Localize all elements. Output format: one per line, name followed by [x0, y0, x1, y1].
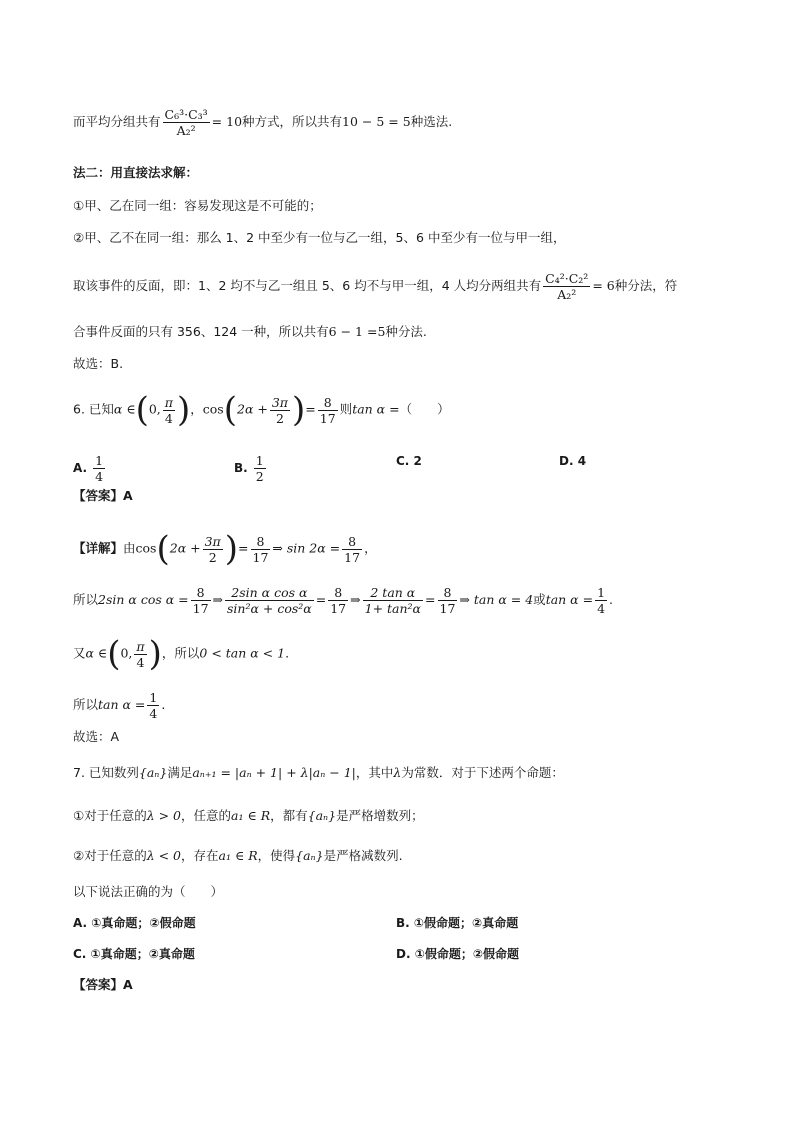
text: ，其中 — [355, 765, 394, 780]
answer-7 — [73, 975, 133, 995]
option-c: C. 2 — [396, 454, 422, 468]
fraction-denominator: 4 — [136, 654, 145, 670]
text: ①对于任意的 — [73, 808, 147, 823]
math: = — [315, 592, 327, 607]
fraction-denominator: 1+ tan²α — [364, 601, 422, 616]
text: 则 — [339, 401, 353, 417]
answer-value: A — [123, 488, 133, 503]
fraction-numerator: 8 — [342, 534, 362, 550]
answer-label: 【答案】 — [73, 488, 124, 503]
option-d: D. ①假命题；②假命题 — [396, 947, 520, 961]
bracket: ) — [177, 390, 191, 430]
text: ，使得 — [257, 848, 296, 863]
math: 2sin α cos α = — [98, 592, 189, 607]
math: a₁ ∈ R — [218, 848, 258, 863]
text: 而平均分组共有 — [73, 114, 161, 129]
fraction-denominator: 4 — [597, 601, 606, 616]
text: 为常数．对于下述两个命题： — [401, 765, 564, 780]
fraction — [93, 453, 105, 484]
fraction-denominator: 4 — [164, 410, 173, 426]
proposition-2 — [73, 846, 403, 866]
fraction-numerator: C₄²·C₂² — [545, 271, 589, 286]
text: ，存在 — [181, 848, 219, 863]
fraction — [595, 585, 607, 616]
answer-6 — [73, 486, 133, 506]
answer-blank: （ ） — [399, 401, 450, 417]
section-heading: 法二：用直接法求解： — [73, 165, 199, 180]
fraction-denominator: 4 — [149, 706, 158, 721]
fraction-numerator: 1 — [255, 453, 264, 468]
fraction — [203, 534, 223, 565]
option-label: B. — [234, 461, 248, 475]
option-b — [234, 453, 268, 484]
text: ， — [190, 401, 203, 417]
fraction-numerator: 8 — [438, 585, 458, 601]
math: {aₙ} — [138, 765, 168, 780]
text: ，任意的 — [181, 808, 232, 823]
option-a: A. ①真命题；②假命题 — [73, 916, 196, 930]
answer-label: 【答案】 — [73, 977, 124, 992]
math: = — [425, 592, 436, 607]
fraction-numerator: C₆³·C₃³ — [164, 107, 208, 122]
math: α ∈ — [85, 645, 108, 661]
fraction — [328, 585, 348, 616]
fraction — [270, 395, 290, 426]
fraction — [134, 639, 146, 670]
fraction-denominator: 17 — [439, 601, 456, 616]
math: 10 − 5 = 5 — [342, 114, 411, 129]
fraction — [363, 585, 423, 616]
math: 0, — [148, 401, 161, 417]
math: a₁ ∈ R — [231, 808, 271, 823]
text: 又 — [73, 645, 86, 661]
fraction-numerator: 1 — [149, 690, 158, 705]
math: 2α + — [169, 540, 201, 556]
fraction-denominator: sin²α + cos²α — [227, 601, 312, 616]
text: 种分法. — [385, 324, 427, 339]
text: 是严格减数列. — [323, 848, 403, 863]
math: aₙ₊₁ = |aₙ + 1| + λ|aₙ − 1| — [192, 765, 356, 780]
text: 所以 — [73, 592, 99, 607]
text: ， — [364, 540, 377, 556]
solution-line-4 — [73, 690, 165, 721]
option-c: C. ①真命题；②真命题 — [73, 947, 195, 961]
text: . — [285, 645, 290, 661]
fraction-numerator: π — [164, 394, 173, 410]
math: 2α + — [237, 401, 268, 417]
fraction — [191, 585, 211, 616]
fraction — [318, 395, 338, 426]
text: 种分法，符 — [614, 278, 678, 293]
fraction-numerator: 8 — [251, 534, 271, 550]
option-d: D. 4 — [559, 454, 587, 468]
fraction-numerator: 8 — [191, 585, 211, 601]
math: cos — [202, 401, 224, 417]
text: 种选法. — [410, 114, 453, 129]
text: 是严格增数列； — [336, 808, 424, 823]
answer-value: A — [123, 977, 133, 992]
option-label: A. — [73, 461, 88, 475]
math: 0, — [120, 645, 133, 661]
fraction — [163, 107, 210, 138]
fraction-denominator: 17 — [252, 549, 269, 565]
text: . — [161, 697, 166, 712]
fraction-denominator: 2 — [208, 549, 217, 565]
math: ⇒ tan α = 4 — [459, 592, 534, 607]
math: α ∈ — [113, 401, 136, 417]
solution-line-3: 又α ∈(0, $\frac{\pi}{4}$ )，所以0 < tan α < 1. — [73, 634, 290, 674]
text-line: 故选：A — [73, 729, 120, 744]
fraction-denominator: A₂² — [557, 287, 577, 302]
text: 或 — [533, 592, 546, 607]
fraction-numerator: 1 — [95, 453, 104, 468]
math: ⇒ sin 2α = — [272, 540, 341, 556]
text-line: ②甲、乙不在同一组：那么 1、2 中至少有一位与乙一组，5、6 中至少有一位与甲一组， — [73, 230, 566, 245]
math: ⇒ — [212, 592, 224, 607]
text: 种方式，所以共有 — [242, 114, 343, 129]
math: {aₙ} — [295, 848, 324, 863]
question-number: 6. 已知 — [73, 401, 114, 417]
question-6: 6. 已知α ∈(0, $\frac{\pi}{4}$ )，cos(2α + $\frac{3\pi}{2}$ )= $\frac{8}{17}$ 则tan α =（ ） — [73, 390, 450, 430]
fraction — [342, 534, 362, 565]
fraction — [225, 585, 314, 616]
math: ⇒ — [350, 592, 361, 607]
question-prompt: 以下说法正确的为（ ） — [73, 884, 224, 899]
solution-label: 【详解】 — [73, 540, 124, 556]
fraction — [251, 534, 271, 565]
bracket: ( — [135, 390, 149, 430]
fraction — [147, 690, 159, 721]
fraction-numerator: 8 — [328, 585, 348, 601]
fraction-numerator: 3π — [271, 394, 289, 410]
fraction — [543, 271, 590, 302]
fraction-numerator: π — [136, 638, 145, 654]
fraction — [163, 395, 175, 426]
math: 6 − 1 =5 — [328, 324, 386, 339]
fraction-numerator: 2sin α cos α — [225, 585, 314, 601]
text-line — [73, 322, 427, 342]
math: λ — [393, 765, 402, 780]
fraction-denominator: 2 — [255, 469, 264, 484]
solution-line-1: 【详解】由cos(2α + $\frac{3\pi}{2}$ )= $\frac{8}{17}$ ⇒ sin 2α = $\frac{8}{17}$ ， — [73, 529, 377, 569]
text: 由 — [123, 540, 136, 556]
text: 取该事件的反面，即：1、2 均不与乙一组且 5、6 均不与甲一组，4 人均分两组共有 — [73, 278, 542, 293]
math: tan α = — [352, 401, 400, 417]
fraction-denominator: 4 — [95, 469, 104, 484]
text: ，都有 — [270, 808, 308, 823]
math: λ < 0 — [146, 848, 182, 863]
option-a — [73, 453, 107, 484]
fraction-denominator: 17 — [319, 410, 336, 426]
text-line — [73, 271, 677, 302]
math: = 10 — [211, 114, 243, 129]
question-7 — [73, 763, 564, 783]
text: ，所以 — [161, 645, 200, 661]
text: . — [609, 592, 614, 607]
text: 满足 — [167, 765, 193, 780]
math: {aₙ} — [307, 808, 337, 823]
fraction-numerator: 8 — [318, 395, 338, 411]
math: = — [305, 401, 316, 417]
text-line: 故选：B. — [73, 356, 124, 371]
fraction-denominator: A₂² — [176, 123, 196, 138]
math: cos — [135, 540, 157, 556]
text: 合事件反面的只有 356、124 一种，所以共有 — [73, 324, 329, 339]
fraction-denominator: 17 — [344, 549, 361, 565]
fraction-denominator: 17 — [192, 601, 209, 616]
text: 所以 — [73, 697, 99, 712]
option-b: B. ①假命题；②真命题 — [396, 916, 519, 930]
fraction-numerator: 3π — [204, 533, 221, 549]
fraction — [254, 453, 266, 484]
math: = — [238, 540, 249, 556]
fraction-numerator: 2 tan α — [363, 585, 423, 601]
text-line: ①甲、乙在同一组：容易发现这是不可能的； — [73, 198, 322, 213]
solution-line-2 — [73, 585, 613, 616]
fraction-denominator: 17 — [330, 601, 347, 616]
proposition-1 — [73, 806, 424, 826]
fraction — [438, 585, 458, 616]
fraction-numerator: 1 — [597, 585, 606, 600]
math: tan α = — [545, 592, 594, 607]
math: = 6 — [592, 278, 615, 293]
text: ②对于任意的 — [73, 848, 147, 863]
question-number: 7. 已知数列 — [73, 765, 139, 780]
math: λ > 0 — [146, 808, 182, 823]
math: tan α = — [98, 697, 146, 712]
fraction-denominator: 2 — [275, 410, 284, 426]
math: 0 < tan α < 1 — [199, 645, 286, 661]
text-line — [73, 107, 452, 138]
